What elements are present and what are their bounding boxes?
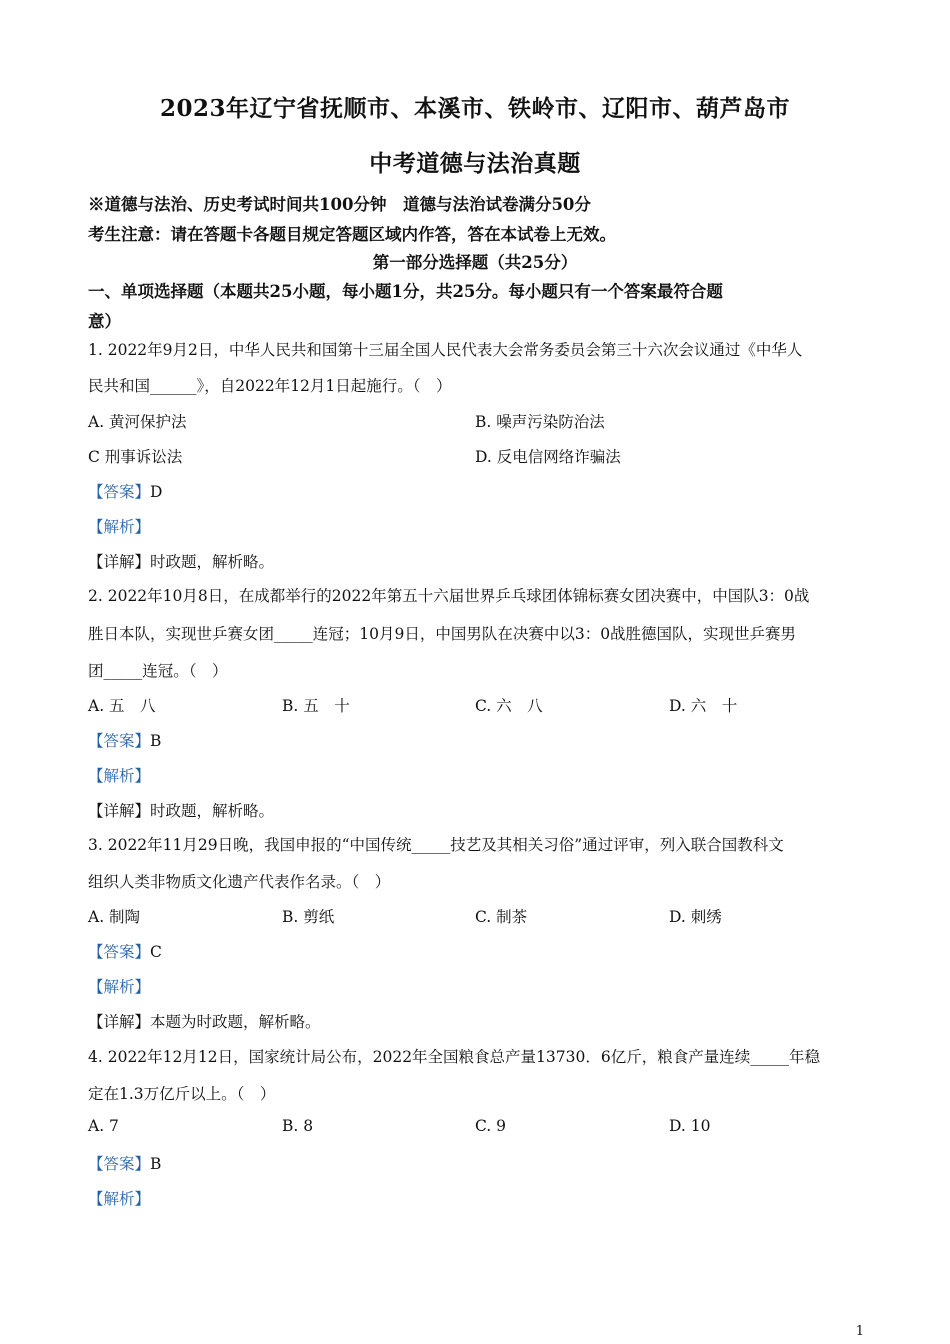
question-1-option-b: B. 噪声污染防治法 [475,413,605,431]
question-4-stem-line1: 4. 2022年12月12日，国家统计局公布，2022年全国粮食总产量13730．6亿斤，粮食产量连续_____年稳 [88,1048,820,1066]
question-4-option-d: D. 10 [669,1117,711,1135]
answer-label: 【答案】 [88,943,151,961]
question-3-detail [88,1010,321,1032]
question-2-option-b: B. 五 十 [282,697,350,715]
answer-value: B [150,1155,162,1173]
detail-text: 时政题，解析略。 [150,802,275,820]
question-2-analysis [88,764,150,786]
question-1-answer [88,480,162,502]
question-3-stem-line1: 3. 2022年11月29日晚，我国申报的“中国传统_____技艺及其相关习俗”通过评审，列入联合国教科文 [88,836,784,854]
question-4-answer [88,1152,161,1174]
exam-title-line1: 2023年辽宁省抚顺市、本溪市、铁岭市、辽阳市、葫芦岛市 [159,95,790,122]
answer-label: 【答案】 [88,1155,151,1173]
page-number: 1 [855,1324,864,1339]
analysis-label: 【解析】 [88,518,151,536]
detail-label: 【详解】 [88,1013,151,1031]
section-heading-line2: 意） [88,312,121,331]
exam-title-line2: 中考道德与法治真题 [369,150,581,177]
part1-heading: 第一部分选择题（共25分） [372,253,578,272]
question-3-option-a: A. 制陶 [88,908,141,926]
question-1-detail [88,550,274,572]
question-1-option-c: C 刑事诉讼法 [88,448,183,466]
question-1-option-d: D. 反电信网络诈骗法 [475,448,621,466]
analysis-label: 【解析】 [88,767,151,785]
question-2-option-c: C. 六 八 [475,697,543,715]
detail-text: 本题为时政题，解析略。 [150,1013,321,1031]
answer-label: 【答案】 [88,732,151,750]
question-3-analysis [88,975,150,997]
question-4-analysis [88,1187,150,1209]
question-4-option-b: B. 8 [282,1117,314,1135]
answer-label: 【答案】 [88,483,151,501]
answer-value: C [150,943,162,961]
question-1-stem-line2: 民共和国______》，自2022年12月1日起施行。（ ） [88,377,452,395]
question-2-detail [88,799,274,821]
attention-note: 考生注意：请在答题卡各题目规定答题区域内作答，答在本试卷上无效。 [88,225,616,244]
question-2-stem-line2: 胜日本队，实现世乒赛女团_____连冠；10月9日，中国男队在决赛中以3：0战胜德国队，实现世乒赛男 [88,625,797,643]
answer-value: D [150,483,163,501]
question-2-answer [88,729,161,751]
question-1-option-a: A. 黄河保护法 [88,413,187,431]
question-4-option-a: A. 7 [88,1117,119,1135]
question-3-answer [88,940,162,962]
answer-value: B [150,732,162,750]
question-3-option-d: D. 刺绣 [669,908,722,926]
question-2-stem-line3: 团_____连冠。（ ） [88,662,228,680]
analysis-label: 【解析】 [88,1190,151,1208]
section-heading-line1: 一、单项选择题（本题共25小题，每小题1分，共25分。每小题只有一个答案最符合题 [88,282,723,301]
question-4-stem-line2: 定在1.3万亿斤以上。（ ） [88,1085,276,1103]
question-3-option-c: C. 制茶 [475,908,528,926]
question-4-option-c: C. 9 [475,1117,507,1135]
question-1-analysis [88,515,150,537]
question-1-stem-line1: 1. 2022年9月2日，中华人民共和国第十三届全国人民代表大会常务委员会第三十六次会议通过《中华人 [88,341,803,359]
question-2-stem-line1: 2. 2022年10月8日，在成都举行的2022年第五十六届世界乒乓球团体锦标赛女团决赛中，中国队3：0战 [88,587,810,605]
analysis-label: 【解析】 [88,978,151,996]
question-3-stem-line2: 组织人类非物质文化遗产代表作名录。（ ） [88,873,391,891]
question-2-option-a: A. 五 八 [88,697,156,715]
detail-label: 【详解】 [88,802,151,820]
question-2-option-d: D. 六 十 [669,697,738,715]
detail-label: 【详解】 [88,553,151,571]
question-3-option-b: B. 剪纸 [282,908,335,926]
exam-time-note: ※道德与法治、历史考试时间共100分钟 道德与法治试卷满分50分 [88,195,591,214]
detail-text: 时政题，解析略。 [150,553,275,571]
